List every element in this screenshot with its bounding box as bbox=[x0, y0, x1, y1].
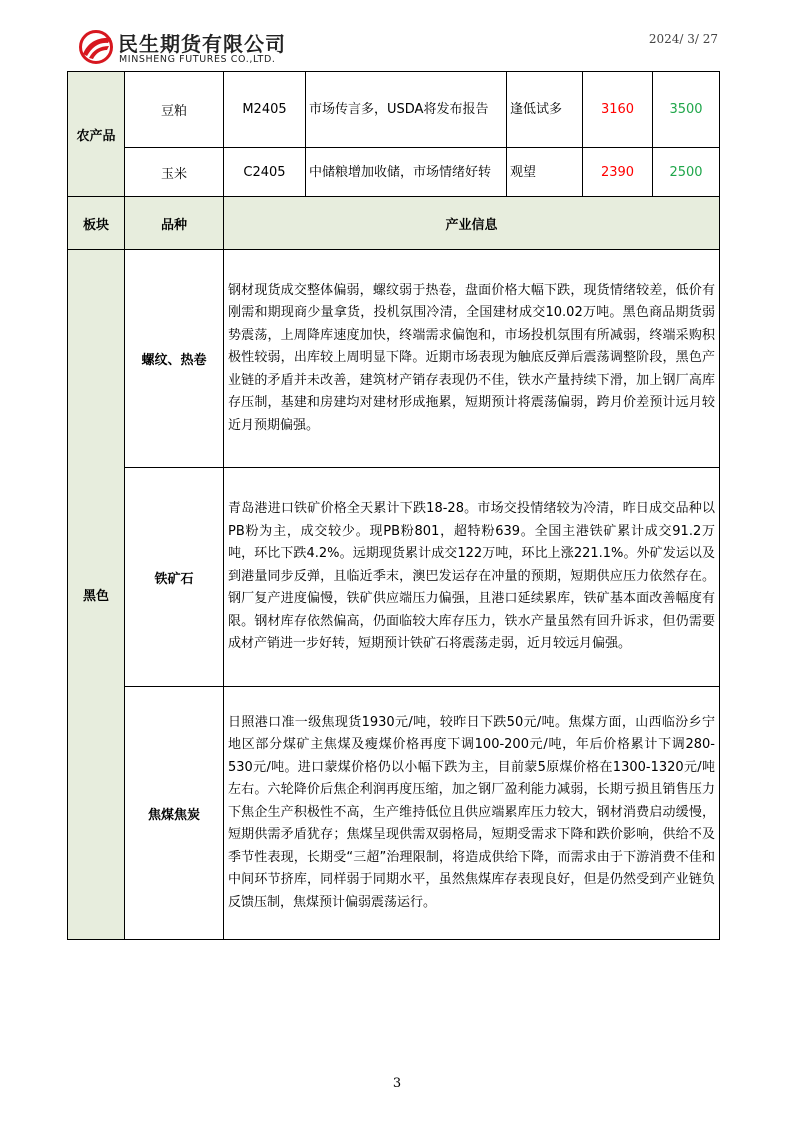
agri-row-corn bbox=[68, 148, 720, 197]
contract-cell: C2405 bbox=[224, 148, 306, 197]
resistance-price-cell: 3500 bbox=[653, 72, 720, 148]
sector-header: 板块 bbox=[68, 197, 125, 250]
support-price-cell: 2390 bbox=[583, 148, 653, 197]
variety-cell: 豆粕 bbox=[125, 72, 224, 148]
industry-info-cell: 钢材现货成交整体偏弱，螺纹弱于热卷，盘面价格大幅下跌，现货情绪较差，低价有刚需和期现商少量拿货，投机氛围冷清，全国建材成交10.02万吨。黑色商品期货弱势震荡，上周降库速度加快，终端需求偏饱和，市场投机氛围有所减弱，终端采购积极性较弱，出库较上周明显下降。近期市场表现为触底反弹后震荡调整阶段，黑色产业链的矛盾并未改善，建筑材产销存表现仍不佳，铁水产量持续下滑，加上钢厂高库存压制，基建和房建均对建材形成拖累，短期预计将震荡偏弱，跨月价差预计远月较近月预期偏强。 bbox=[224, 250, 720, 468]
product-cell: 螺纹、热卷 bbox=[125, 250, 224, 468]
info-header: 产业信息 bbox=[224, 197, 720, 250]
industry-info-cell: 青岛港进口铁矿价格全天累计下跌18-28。市场交投情绪较为冷清，昨日成交品种以PB粉为主，成交较少。现PB粉801，超特粉639。全国主港铁矿累计成交91.2万吨，环比下跌4.2%。远期现货累计成交122万吨，环比上涨221.1%。外矿发运以及到港量同步反弹，且临近季末，澳巴发运存在冲量的预期，短期供应压力依然存在。钢厂复产进度偏慢，铁矿供应端压力偏强，且港口延续累库，铁矿基本面改善幅度有限。钢材库存依然偏高，仍面临较大库存压力，铁水产量虽然有回升诉求，但仍需要成材产销进一步好转，短期预计铁矿石将震荡走弱，近月较远月偏强。 bbox=[224, 468, 720, 687]
page-header bbox=[66, 24, 720, 68]
market-table bbox=[67, 71, 720, 940]
product-cell: 铁矿石 bbox=[125, 468, 224, 687]
industry-header-row bbox=[68, 197, 720, 250]
logo-chinese-name: 民生期货有限公司 bbox=[118, 32, 286, 56]
company-logo bbox=[78, 26, 322, 66]
product-cell: 焦煤焦炭 bbox=[125, 687, 224, 940]
variety-cell: 玉米 bbox=[125, 148, 224, 197]
logo-english-name: MINSHENG FUTURES CO.,LTD. bbox=[119, 54, 276, 65]
minsheng-logo-icon bbox=[78, 30, 114, 64]
black-category-cell: 黑色 bbox=[68, 250, 125, 940]
contract-cell: M2405 bbox=[224, 72, 306, 148]
agri-category-cell: 农产品 bbox=[68, 72, 125, 197]
support-price-cell: 3160 bbox=[583, 72, 653, 148]
report-date: 2024/ 3/ 27 bbox=[648, 32, 718, 46]
agri-row-soymeal bbox=[68, 72, 720, 148]
resistance-price-cell: 2500 bbox=[653, 148, 720, 197]
strategy-cell: 逢低试多 bbox=[507, 72, 583, 148]
logic-cell: 中储粮增加收储，市场情绪好转 bbox=[306, 148, 507, 197]
black-row-iron-ore bbox=[68, 468, 720, 687]
industry-info-cell: 日照港口准一级焦现货1930元/吨，较昨日下跌50元/吨。焦煤方面，山西临汾乡宁地区部分煤矿主焦煤及瘦煤价格再度下调100-200元/吨，年后价格累计下调280-530元/吨。进口蒙煤价格仍以小幅下跌为主，目前蒙5原煤价格在1300-1320元/吨左右。六轮降价后焦企利润再度压缩，加之钢厂盈利能力减弱，长期亏损且销售压力下焦企生产积极性不高，生产维持低位且供应端累库压力较大，钢材消费启动缓慢，短期供需矛盾犹存；焦煤呈现供需双弱格局，短期受需求下降和跌价影响，供给不及季节性表现，长期受“三超”治理限制，将造成供给下降，而需求由于下游消费不佳和中间环节挤库，同样弱于同期水平，虽然焦煤库存表现良好，但是仍然受到产业链负反馈压制，焦煤预计偏弱震荡运行。 bbox=[224, 687, 720, 940]
strategy-cell: 观望 bbox=[507, 148, 583, 197]
logic-cell: 市场传言多，USDA将发布报告 bbox=[306, 72, 507, 148]
black-row-coking-coal bbox=[68, 687, 720, 940]
variety-header: 品种 bbox=[125, 197, 224, 250]
page-number: 3 bbox=[392, 1076, 402, 1091]
black-row-rebar bbox=[68, 250, 720, 468]
